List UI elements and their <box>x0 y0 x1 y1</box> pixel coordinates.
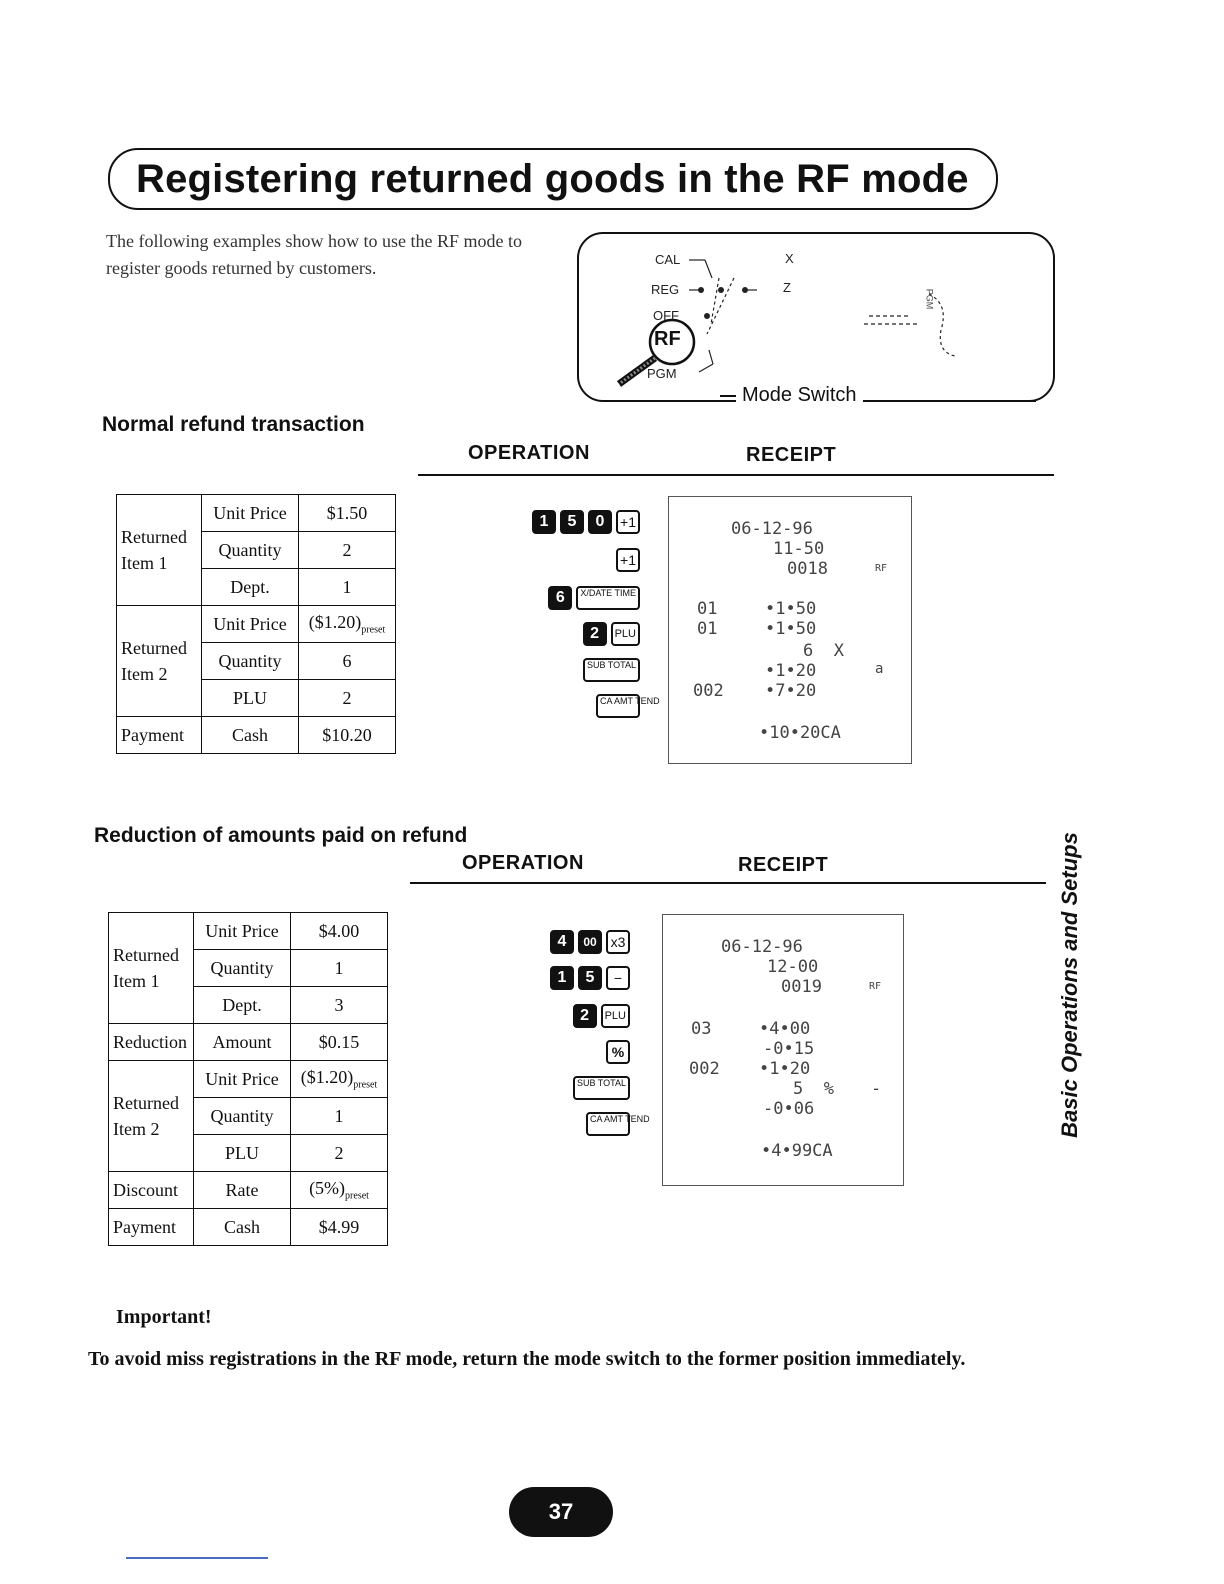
section2-heading: Reduction of amounts paid on refund <box>94 824 468 847</box>
key-1: 1 <box>550 966 574 990</box>
key-row <box>582 1112 650 1136</box>
receipt-mode-symbol: RF <box>869 981 882 992</box>
key-minus: − <box>606 966 630 990</box>
key-5: 5 <box>578 966 602 990</box>
table-row <box>109 1024 388 1061</box>
mode-z-label: Z <box>783 280 791 295</box>
table-value-cell: $0.15 <box>291 1024 388 1061</box>
section1-operation-heading: OPERATION <box>468 442 590 464</box>
receipt-total: •10•20CA <box>759 723 841 743</box>
receipt-amount: •1•20 <box>759 1059 811 1079</box>
key-dept-1: +1 <box>616 510 640 534</box>
table-value-cell: 2 <box>291 1135 388 1172</box>
table-label-cell: Rate <box>194 1172 291 1209</box>
table-group-cell: Returned Item 1 <box>117 495 202 606</box>
section1-rule <box>418 474 1054 476</box>
receipt-total: •4•99CA <box>761 1141 833 1161</box>
table-group-cell: Payment <box>117 717 202 754</box>
important-text: To avoid miss registrations in the RF mode, return the mode switch to the former position immediately. <box>88 1348 966 1370</box>
section1-heading: Normal refund transaction <box>102 413 365 436</box>
table-label-cell: Unit Price <box>202 495 299 532</box>
table-row <box>109 1209 388 1246</box>
key-00: 00 <box>578 930 602 954</box>
key-5: 5 <box>560 510 584 534</box>
table-label-cell: Dept. <box>202 569 299 606</box>
key-1: 1 <box>532 510 556 534</box>
side-tab-label: Basic Operations and Setups <box>1057 832 1082 1138</box>
key-subtotal: SUB TOTAL <box>583 658 640 682</box>
key-lock-pgm-label: PGM <box>924 288 935 310</box>
key-multiply-date-time: X/DATE TIME <box>576 586 640 610</box>
key-plu: PLU <box>611 622 640 646</box>
table-label-cell: Cash <box>194 1209 291 1246</box>
table-value-cell: $(\$1.20)_{preset}$ <box>299 606 396 643</box>
receipt-item-count: 002 <box>689 1059 720 1079</box>
table-value-cell: 1 <box>291 950 388 987</box>
key-row <box>544 586 640 610</box>
table-label-cell: Cash <box>202 717 299 754</box>
receipt-rate: 5 % <box>793 1079 834 1099</box>
receipt-dept: 01 <box>697 619 718 639</box>
key-6: 6 <box>548 586 572 610</box>
important-heading: Important! <box>116 1306 212 1328</box>
table-value-cell: 6 <box>299 643 396 680</box>
key-row <box>546 966 630 990</box>
section2-receipt <box>662 914 904 1186</box>
key-row <box>602 1040 630 1064</box>
table-label-cell: Unit Price <box>194 1061 291 1098</box>
receipt-dept: 01 <box>697 599 718 619</box>
table-row <box>109 1061 388 1098</box>
section1-receipt <box>668 496 912 764</box>
receipt-symbol: - <box>871 1079 882 1099</box>
receipt-time: 11-50 <box>773 539 825 559</box>
section2-operation-heading: OPERATION <box>462 852 584 874</box>
mode-pgm-label: PGM <box>647 366 677 381</box>
receipt-date: 06-12-96 <box>721 937 803 957</box>
table-group-cell: Reduction <box>109 1024 194 1061</box>
key-row <box>569 1004 630 1028</box>
mode-switch-illustration <box>577 232 1055 402</box>
table-label-cell: Quantity <box>194 1098 291 1135</box>
mode-switch-caption: Mode Switch <box>736 384 863 407</box>
key-dept-1: +1 <box>616 548 640 572</box>
page-number: 37 <box>509 1487 613 1537</box>
receipt-dept: 03 <box>691 1019 712 1039</box>
key-4: 4 <box>550 930 574 954</box>
mode-x-label: X <box>785 251 794 266</box>
key-percent: % <box>606 1040 630 1064</box>
key-0: 0 <box>588 510 612 534</box>
table-value-cell: $10.20 <box>299 717 396 754</box>
table-row <box>117 606 396 643</box>
key-row <box>546 930 630 954</box>
key-subtotal: SUB TOTAL <box>573 1076 630 1100</box>
key-row <box>569 1076 630 1100</box>
mode-cal-label: CAL <box>655 252 681 267</box>
key-2: 2 <box>573 1004 597 1028</box>
table-label-cell: Quantity <box>202 643 299 680</box>
table-label-cell: Unit Price <box>194 913 291 950</box>
section1-data-table <box>116 494 396 754</box>
receipt-date: 06-12-96 <box>731 519 813 539</box>
mode-off-label: OFF <box>653 308 679 323</box>
receipt-number: 0018 <box>787 559 828 579</box>
receipt-amount: •1•20 <box>765 661 817 681</box>
table-label-cell: Amount <box>194 1024 291 1061</box>
key-ca-amt-tend: CA AMT TEND <box>596 694 640 718</box>
section1-receipt-heading: RECEIPT <box>746 444 837 466</box>
receipt-subtotal: •7•20 <box>765 681 817 701</box>
receipt-mode-symbol: RF <box>875 563 888 574</box>
footer-rule <box>126 1557 268 1559</box>
table-row <box>117 495 396 532</box>
table-label-cell: PLU <box>194 1135 291 1172</box>
receipt-number: 0019 <box>781 977 822 997</box>
table-group-cell: Payment <box>109 1209 194 1246</box>
key-row <box>592 694 660 718</box>
table-value-cell: 1 <box>299 569 396 606</box>
key-row <box>579 622 640 646</box>
receipt-discount: -0•06 <box>763 1099 815 1119</box>
table-label-cell: Quantity <box>194 950 291 987</box>
table-label-cell: PLU <box>202 680 299 717</box>
table-value-cell: $4.00 <box>291 913 388 950</box>
table-group-cell: Discount <box>109 1172 194 1209</box>
section2-rule <box>410 882 1046 884</box>
title-frame <box>108 148 998 210</box>
receipt-symbol: a <box>875 661 884 677</box>
section2-receipt-heading: RECEIPT <box>738 854 829 876</box>
intro-text: The following examples show how to use the RF mode to register goods returned by customers. <box>106 231 522 278</box>
side-tab <box>1040 820 1100 1150</box>
table-value-cell: 2 <box>299 532 396 569</box>
key-row <box>579 658 640 682</box>
table-value-cell: $1.50 <box>299 495 396 532</box>
table-group-cell: Returned Item 1 <box>109 913 194 1024</box>
receipt-amount: •4•00 <box>759 1019 811 1039</box>
key-plu: PLU <box>601 1004 630 1028</box>
receipt-item-count: 002 <box>693 681 724 701</box>
section2-key-sequence <box>480 926 650 1146</box>
receipt-reduction: -0•15 <box>763 1039 815 1059</box>
key-row <box>528 510 640 534</box>
receipt-time: 12-00 <box>767 957 819 977</box>
table-value-cell: $4.99 <box>291 1209 388 1246</box>
table-value-cell: $(\$1.20)_{preset}$ <box>291 1061 388 1098</box>
mode-rf-label: RF <box>654 328 681 350</box>
table-value-cell: 3 <box>291 987 388 1024</box>
table-group-cell: Returned Item 2 <box>109 1061 194 1172</box>
key-row <box>612 548 640 572</box>
table-value-cell: $(5\%)_{preset}$ <box>291 1172 388 1209</box>
table-label-cell: Dept. <box>194 987 291 1024</box>
receipt-amount: •1•50 <box>765 619 817 639</box>
receipt-quantity: 6 X <box>803 641 844 661</box>
key-2: 2 <box>583 622 607 646</box>
section1-key-sequence <box>490 506 660 726</box>
table-label-cell: Quantity <box>202 532 299 569</box>
table-value-cell: 1 <box>291 1098 388 1135</box>
table-row <box>109 1172 388 1209</box>
key-dept-3: x3 <box>606 930 630 954</box>
caption-rule-right <box>890 400 1036 402</box>
mode-reg-label: REG <box>651 282 680 297</box>
key-ca-amt-tend: CA AMT TEND <box>586 1112 630 1136</box>
table-row <box>109 913 388 950</box>
section2-data-table <box>108 912 388 1246</box>
table-value-cell: 2 <box>299 680 396 717</box>
table-group-cell: Returned Item 2 <box>117 606 202 717</box>
table-label-cell: Unit Price <box>202 606 299 643</box>
receipt-amount: •1•50 <box>765 599 817 619</box>
table-row <box>117 717 396 754</box>
page-title: Registering returned goods in the RF mode <box>136 156 969 201</box>
